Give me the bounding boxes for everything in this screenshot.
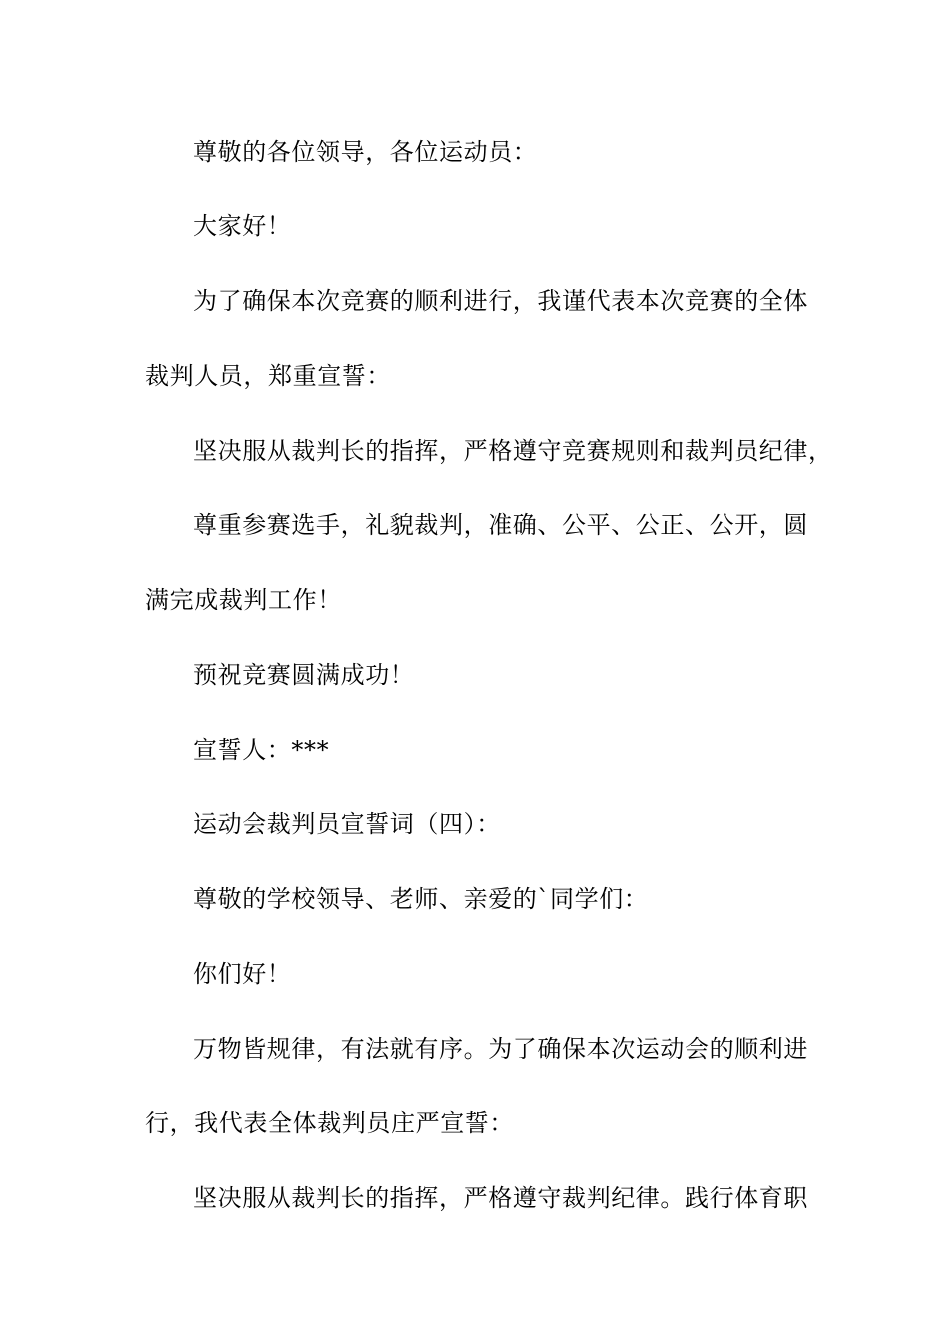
paragraph-line: 预祝竞赛圆满成功！ xyxy=(193,661,415,689)
paragraph-line: 坚决服从裁判长的指挥，严格遵守竞赛规则和裁判员纪律， xyxy=(193,437,833,465)
paragraph-line: 为了确保本次竞赛的顺利进行，我谨代表本次竞赛的全体 xyxy=(193,287,808,315)
paragraph-line: 裁判人员，郑重宣誓： xyxy=(145,362,391,390)
paragraph-line: 万物皆规律，有法就有序。为了确保本次运动会的顺利进 xyxy=(193,1035,808,1063)
salutation-line: 尊敬的学校领导、老师、亲爱的`同学们： xyxy=(193,885,649,913)
paragraph-line: 坚决服从裁判长的指挥，严格遵守裁判纪律。践行体育职 xyxy=(193,1184,808,1212)
greeting-line: 大家好！ xyxy=(193,212,292,240)
oath-taker-line: 宣誓人：*** xyxy=(193,736,330,764)
salutation-line: 尊敬的各位领导，各位运动员： xyxy=(193,138,538,166)
paragraph-line: 满完成裁判工作！ xyxy=(145,586,342,614)
section-heading: 运动会裁判员宣誓词（四）： xyxy=(193,810,501,838)
paragraph-line: 行，我代表全体裁判员庄严宣誓： xyxy=(145,1109,514,1137)
greeting-line: 你们好！ xyxy=(193,960,292,988)
paragraph-line: 尊重参赛选手，礼貌裁判，准确、公平、公正、公开，圆 xyxy=(193,511,808,539)
